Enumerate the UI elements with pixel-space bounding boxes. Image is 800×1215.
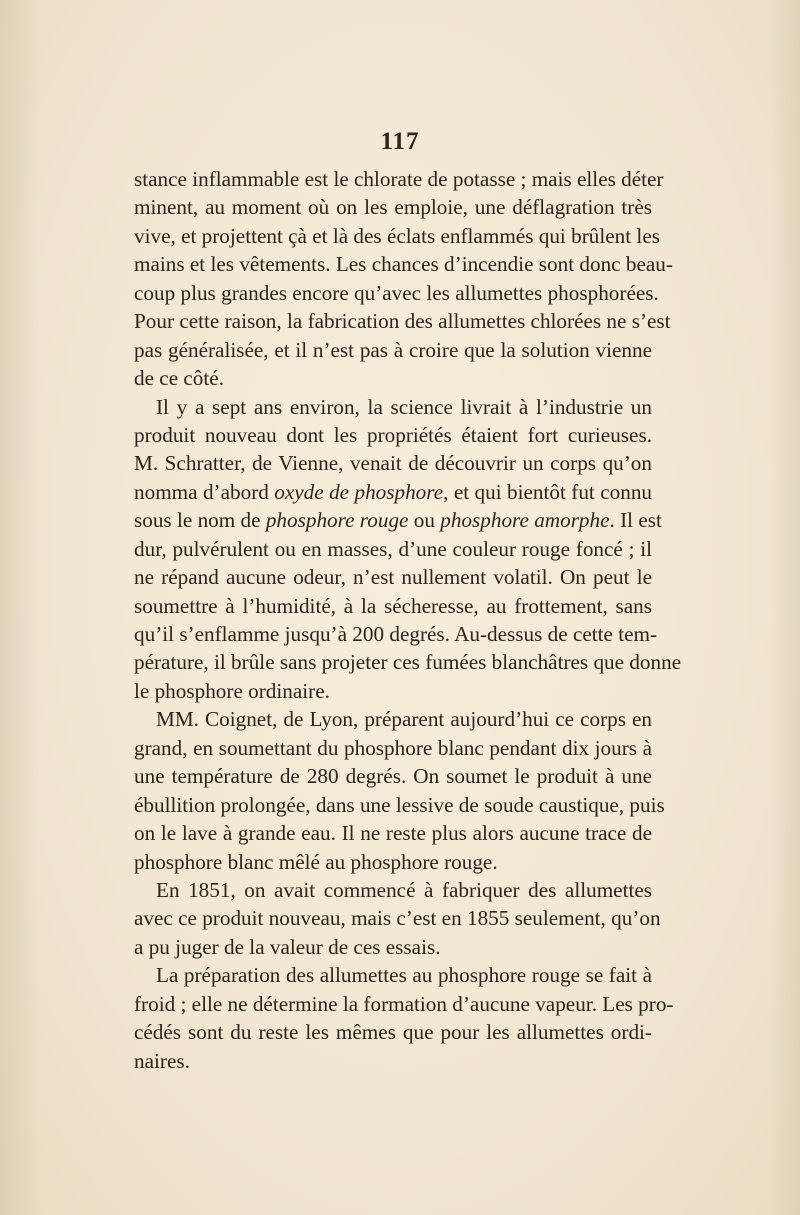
- text-run: vive, et projettent çà et là des éclats enflammés qui brûlent les: [134, 223, 660, 248]
- text-line: [134, 535, 652, 563]
- text-run: , et qui bientôt fut connu: [443, 479, 653, 504]
- text-line: [134, 904, 661, 932]
- text-line: [134, 279, 659, 307]
- text-line: [134, 393, 652, 421]
- text-run: En 1851, on avait commencé à fabriquer des allumettes: [156, 877, 652, 902]
- text-line: [134, 819, 652, 847]
- text-line: [134, 364, 652, 392]
- italic-text: oxyde de phosphore: [274, 479, 444, 504]
- text-line: [134, 193, 652, 221]
- text-run: dur, pulvérulent ou en masses, d’une couleur rouge foncé ; il: [134, 536, 652, 561]
- page-edge-shadow-right: [770, 0, 800, 1215]
- text-run: froid ; elle ne détermine la formation d’aucune vapeur. Les pro-: [134, 991, 674, 1016]
- paragraph: [134, 961, 674, 1075]
- text-line: [134, 563, 652, 591]
- text-run: phosphore blanc mêlé au phosphore rouge.: [134, 849, 498, 874]
- text-run: minent, au moment où on les emploie, une déflagration très: [134, 195, 652, 220]
- body-text: [134, 165, 682, 1075]
- page-number: 117: [380, 128, 420, 155]
- text-line: [134, 449, 652, 477]
- text-run: pérature, il brûle sans projeter ces fumées blanchâtres que donne: [134, 650, 682, 675]
- text-run: sous le nom de: [134, 508, 266, 533]
- text-run: Il y a sept ans environ, la science livrait à l’industrie un: [156, 394, 652, 419]
- italic-text: phosphore rouge: [265, 508, 409, 533]
- text-run: ne répand aucune odeur, n’est nullement volatil. On peut le: [134, 565, 652, 590]
- text-line: [134, 648, 682, 676]
- text-line: [134, 506, 662, 534]
- text-run: a pu juger de la valeur de ces essais.: [134, 934, 441, 959]
- text-run: naires.: [134, 1048, 190, 1073]
- text-line: [134, 677, 652, 705]
- text-line: [134, 421, 652, 449]
- text-line: [134, 1018, 652, 1046]
- text-run: une température de 280 degrés. On soumet le produit à une: [134, 764, 652, 789]
- text-line: [134, 848, 652, 876]
- text-line: [134, 250, 673, 278]
- text-run: produit nouveau dont les propriétés étaient fort curieuses.: [134, 422, 652, 447]
- text-run: on le lave à grande eau. Il ne reste plus alors aucune trace de: [134, 821, 652, 846]
- text-line: [134, 620, 658, 648]
- text-run: stance inflammable est le chlorate de potasse ; mais elles déter: [134, 167, 664, 191]
- text-run: de ce côté.: [134, 366, 224, 391]
- text-run: le phosphore ordinaire.: [134, 678, 330, 703]
- text-run: La préparation des allumettes au phosphore rouge se fait à: [156, 963, 652, 988]
- text-line: [134, 961, 652, 989]
- text-line: [134, 990, 674, 1018]
- text-run: ébullition prolongée, dans une lessive de soude caustique, puis: [134, 792, 665, 817]
- text-run: ou: [408, 508, 441, 533]
- text-run: pas généralisée, et il n’est pas à croire que la solution vienne: [134, 337, 652, 362]
- paragraph: [134, 393, 682, 706]
- italic-text: phosphore amorphe: [440, 508, 610, 533]
- text-run: coup plus grandes encore qu’avec les allumettes phosphorées.: [134, 280, 659, 305]
- paragraph: [134, 705, 665, 876]
- text-line: [134, 478, 652, 506]
- text-run: nomma d’abord: [134, 479, 275, 504]
- text-run: cédés sont du reste les mêmes que pour les allumettes ordi-: [134, 1020, 652, 1045]
- text-run: . Il est: [609, 508, 662, 533]
- text-line: [134, 1047, 652, 1075]
- text-line: [134, 592, 652, 620]
- text-line: [134, 336, 652, 364]
- text-line: [134, 734, 652, 762]
- paragraph: [134, 165, 673, 393]
- text-run: MM. Coignet, de Lyon, préparent aujourd’hui ce corps en: [156, 707, 652, 732]
- page-edge-shadow-left: [0, 0, 40, 1215]
- text-line: [134, 307, 671, 335]
- text-run: soumettre à l’humidité, à la sécheresse, au frottement, sans: [134, 593, 652, 618]
- text-line: [134, 876, 652, 904]
- text-line: [134, 705, 652, 733]
- text-run: Pour cette raison, la fabrication des allumettes chlorées ne s’est: [134, 309, 671, 334]
- text-line: [134, 222, 660, 250]
- text-run: M. Schratter, de Vienne, venait de découvrir un corps qu’on: [134, 451, 652, 476]
- paragraph: [134, 876, 661, 961]
- text-run: avec ce produit nouveau, mais c’est en 1855 seulement, qu’on: [134, 906, 661, 931]
- text-line: [134, 791, 665, 819]
- text-run: mains et les vêtements. Les chances d’incendie sont donc beau-: [134, 252, 673, 277]
- text-run: qu’il s’enflamme jusqu’à 200 degrés. Au-dessus de cette tem-: [134, 622, 658, 646]
- text-line: [134, 165, 664, 193]
- text-line: [134, 762, 652, 790]
- text-run: grand, en soumettant du phosphore blanc pendant dix jours à: [134, 735, 652, 760]
- text-line: [134, 933, 652, 961]
